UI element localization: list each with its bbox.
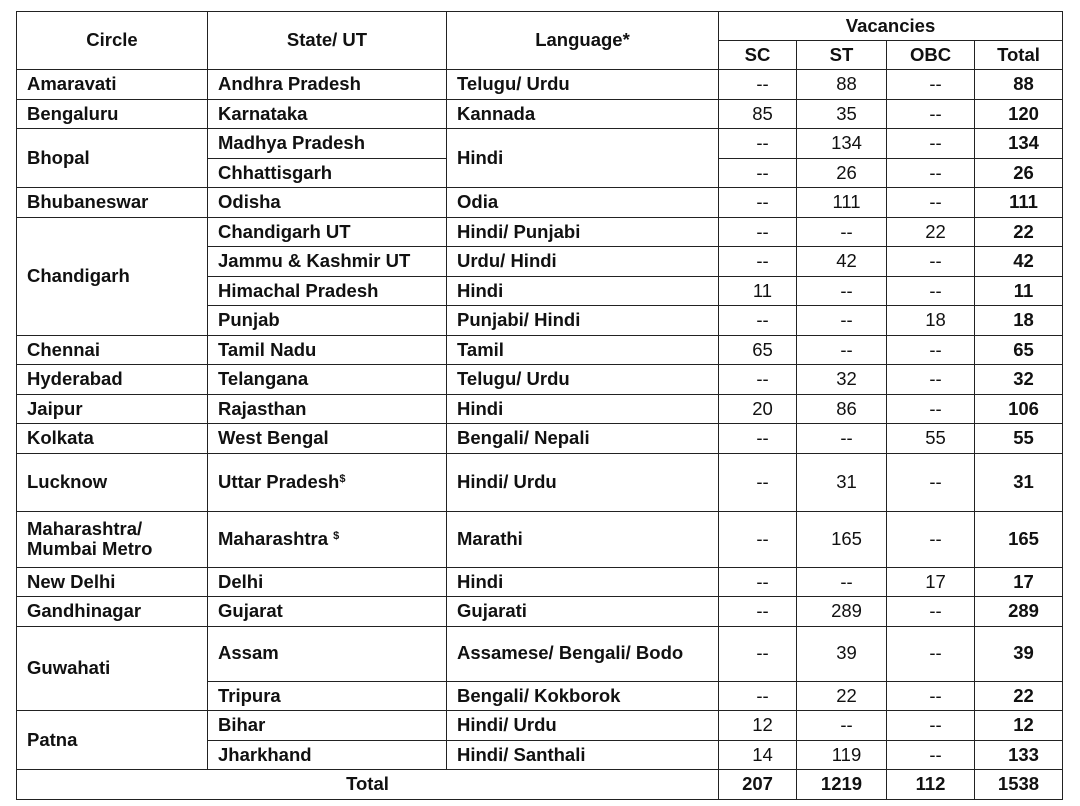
state-cell: Jharkhand	[208, 740, 447, 770]
circle-cell: New Delhi	[17, 567, 208, 597]
sc-cell: --	[719, 424, 797, 454]
st-cell: 88	[797, 70, 887, 100]
state-cell: Assam	[208, 626, 447, 681]
table-row	[17, 335, 1063, 365]
header-st: ST	[797, 41, 887, 70]
language-cell: Urdu/ Hindi	[447, 247, 719, 277]
table-row	[17, 365, 1063, 395]
state-cell	[208, 511, 447, 567]
st-cell: 32	[797, 365, 887, 395]
footnote-mark: $	[333, 529, 340, 542]
state-name: Maharashtra	[218, 527, 329, 549]
total-cell: 31	[975, 453, 1063, 511]
sc-cell: --	[719, 567, 797, 597]
st-cell: --	[797, 711, 887, 741]
state-cell: Odisha	[208, 188, 447, 218]
header-total: Total	[975, 41, 1063, 70]
header-circle: Circle	[17, 12, 208, 70]
st-cell: 165	[797, 511, 887, 567]
language-cell: Hindi/ Urdu	[447, 453, 719, 511]
language-cell: Hindi/ Santhali	[447, 740, 719, 770]
grand-total-st: 1219	[797, 770, 887, 800]
obc-cell: --	[887, 511, 975, 567]
language-cell: Gujarati	[447, 597, 719, 627]
obc-cell: --	[887, 335, 975, 365]
language-cell: Hindi/ Urdu	[447, 711, 719, 741]
state-cell: Andhra Pradesh	[208, 70, 447, 100]
table-row	[17, 711, 1063, 741]
sc-cell: 12	[719, 711, 797, 741]
st-cell: 134	[797, 129, 887, 159]
obc-cell: --	[887, 158, 975, 188]
total-cell: 17	[975, 567, 1063, 597]
st-cell: 289	[797, 597, 887, 627]
total-cell: 55	[975, 424, 1063, 454]
st-cell: --	[797, 567, 887, 597]
obc-cell: 17	[887, 567, 975, 597]
total-cell: 134	[975, 129, 1063, 159]
table-row	[17, 70, 1063, 100]
sc-cell: --	[719, 453, 797, 511]
st-cell: --	[797, 306, 887, 336]
obc-cell: --	[887, 365, 975, 395]
sc-cell: --	[719, 511, 797, 567]
state-cell: Tamil Nadu	[208, 335, 447, 365]
table-row	[17, 99, 1063, 129]
circle-cell: Bhubaneswar	[17, 188, 208, 218]
table-row	[17, 567, 1063, 597]
state-cell: Himachal Pradesh	[208, 276, 447, 306]
total-cell: 11	[975, 276, 1063, 306]
total-cell: 12	[975, 711, 1063, 741]
sc-cell: --	[719, 247, 797, 277]
sc-cell: 85	[719, 99, 797, 129]
state-cell: Madhya Pradesh	[208, 129, 447, 159]
state-cell: Gujarat	[208, 597, 447, 627]
language-cell: Kannada	[447, 99, 719, 129]
total-cell: 18	[975, 306, 1063, 336]
total-cell: 42	[975, 247, 1063, 277]
st-cell: --	[797, 335, 887, 365]
circle-cell: Jaipur	[17, 394, 208, 424]
language-cell: Punjabi/ Hindi	[447, 306, 719, 336]
obc-cell: --	[887, 99, 975, 129]
obc-cell: --	[887, 740, 975, 770]
footnote-mark: $	[339, 472, 346, 485]
obc-cell: --	[887, 129, 975, 159]
st-cell: --	[797, 217, 887, 247]
language-cell: Hindi	[447, 567, 719, 597]
sc-cell: --	[719, 158, 797, 188]
total-cell: 65	[975, 335, 1063, 365]
total-cell: 111	[975, 188, 1063, 218]
total-cell: 88	[975, 70, 1063, 100]
total-cell: 32	[975, 365, 1063, 395]
total-cell: 22	[975, 681, 1063, 711]
obc-cell: --	[887, 247, 975, 277]
total-cell: 133	[975, 740, 1063, 770]
st-cell: 42	[797, 247, 887, 277]
header-state: State/ UT	[208, 12, 447, 70]
obc-cell: --	[887, 188, 975, 218]
state-cell: Bihar	[208, 711, 447, 741]
sc-cell: --	[719, 681, 797, 711]
st-cell: 86	[797, 394, 887, 424]
obc-cell: --	[887, 711, 975, 741]
st-cell: 26	[797, 158, 887, 188]
sc-cell: --	[719, 217, 797, 247]
sc-cell: 11	[719, 276, 797, 306]
st-cell: 111	[797, 188, 887, 218]
state-cell: West Bengal	[208, 424, 447, 454]
obc-cell: 22	[887, 217, 975, 247]
language-cell: Marathi	[447, 511, 719, 567]
circle-cell: Hyderabad	[17, 365, 208, 395]
st-cell: 35	[797, 99, 887, 129]
circle-line: Mumbai Metro	[27, 538, 153, 559]
state-cell: Chandigarh UT	[208, 217, 447, 247]
language-cell: Hindi	[447, 276, 719, 306]
language-cell: Hindi	[447, 129, 719, 188]
st-cell: 31	[797, 453, 887, 511]
state-cell: Delhi	[208, 567, 447, 597]
st-cell: 119	[797, 740, 887, 770]
obc-cell: --	[887, 453, 975, 511]
st-cell: --	[797, 424, 887, 454]
st-cell: 22	[797, 681, 887, 711]
total-cell: 39	[975, 626, 1063, 681]
grand-total-label: Total	[17, 770, 719, 800]
circle-cell: Patna	[17, 711, 208, 770]
language-cell: Tamil	[447, 335, 719, 365]
sc-cell: --	[719, 129, 797, 159]
obc-cell: 18	[887, 306, 975, 336]
st-cell: 39	[797, 626, 887, 681]
sc-cell: --	[719, 70, 797, 100]
language-cell: Telugu/ Urdu	[447, 70, 719, 100]
language-cell: Assamese/ Bengali/ Bodo	[447, 626, 719, 681]
grand-total-obc: 112	[887, 770, 975, 800]
header-language: Language*	[447, 12, 719, 70]
circle-cell: Gandhinagar	[17, 597, 208, 627]
language-cell: Hindi	[447, 394, 719, 424]
sc-cell: --	[719, 597, 797, 627]
circle-cell: Kolkata	[17, 424, 208, 454]
sc-cell: 20	[719, 394, 797, 424]
header-vacancies: Vacancies	[719, 12, 1063, 41]
circle-cell	[17, 511, 208, 567]
table-row	[17, 453, 1063, 511]
state-cell: Tripura	[208, 681, 447, 711]
state-cell: Chhattisgarh	[208, 158, 447, 188]
grand-total-row	[17, 770, 1063, 800]
sc-cell: --	[719, 306, 797, 336]
circle-line: Maharashtra/	[27, 517, 143, 539]
circle-cell: Chandigarh	[17, 217, 208, 335]
state-cell	[208, 453, 447, 511]
total-cell: 106	[975, 394, 1063, 424]
table-row	[17, 597, 1063, 627]
obc-cell: --	[887, 681, 975, 711]
total-cell: 289	[975, 597, 1063, 627]
language-cell: Bengali/ Nepali	[447, 424, 719, 454]
obc-cell: --	[887, 626, 975, 681]
circle-cell: Amaravati	[17, 70, 208, 100]
circle-cell: Guwahati	[17, 626, 208, 711]
state-cell: Telangana	[208, 365, 447, 395]
state-name: Uttar Pradesh	[218, 470, 340, 492]
table-row	[17, 217, 1063, 247]
header-obc: OBC	[887, 41, 975, 70]
state-cell: Rajasthan	[208, 394, 447, 424]
sc-cell: 14	[719, 740, 797, 770]
language-cell: Bengali/ Kokborok	[447, 681, 719, 711]
sc-cell: --	[719, 365, 797, 395]
state-cell: Punjab	[208, 306, 447, 336]
grand-total-total: 1538	[975, 770, 1063, 800]
table-row	[17, 188, 1063, 218]
st-cell: --	[797, 276, 887, 306]
state-cell: Karnataka	[208, 99, 447, 129]
table-row	[17, 394, 1063, 424]
total-cell: 22	[975, 217, 1063, 247]
language-cell: Telugu/ Urdu	[447, 365, 719, 395]
circle-cell: Chennai	[17, 335, 208, 365]
language-cell: Hindi/ Punjabi	[447, 217, 719, 247]
vacancies-table	[16, 11, 1063, 800]
table-row	[17, 626, 1063, 681]
circle-cell: Bhopal	[17, 129, 208, 188]
obc-cell: --	[887, 276, 975, 306]
grand-total-sc: 207	[719, 770, 797, 800]
sc-cell: 65	[719, 335, 797, 365]
sc-cell: --	[719, 626, 797, 681]
circle-cell: Bengaluru	[17, 99, 208, 129]
obc-cell: 55	[887, 424, 975, 454]
table-row	[17, 424, 1063, 454]
language-cell: Odia	[447, 188, 719, 218]
obc-cell: --	[887, 70, 975, 100]
state-cell: Jammu & Kashmir UT	[208, 247, 447, 277]
obc-cell: --	[887, 394, 975, 424]
sc-cell: --	[719, 188, 797, 218]
header-sc: SC	[719, 41, 797, 70]
circle-cell: Lucknow	[17, 453, 208, 511]
total-cell: 26	[975, 158, 1063, 188]
table-row	[17, 129, 1063, 159]
table-row	[17, 511, 1063, 567]
total-cell: 120	[975, 99, 1063, 129]
total-cell: 165	[975, 511, 1063, 567]
obc-cell: --	[887, 597, 975, 627]
